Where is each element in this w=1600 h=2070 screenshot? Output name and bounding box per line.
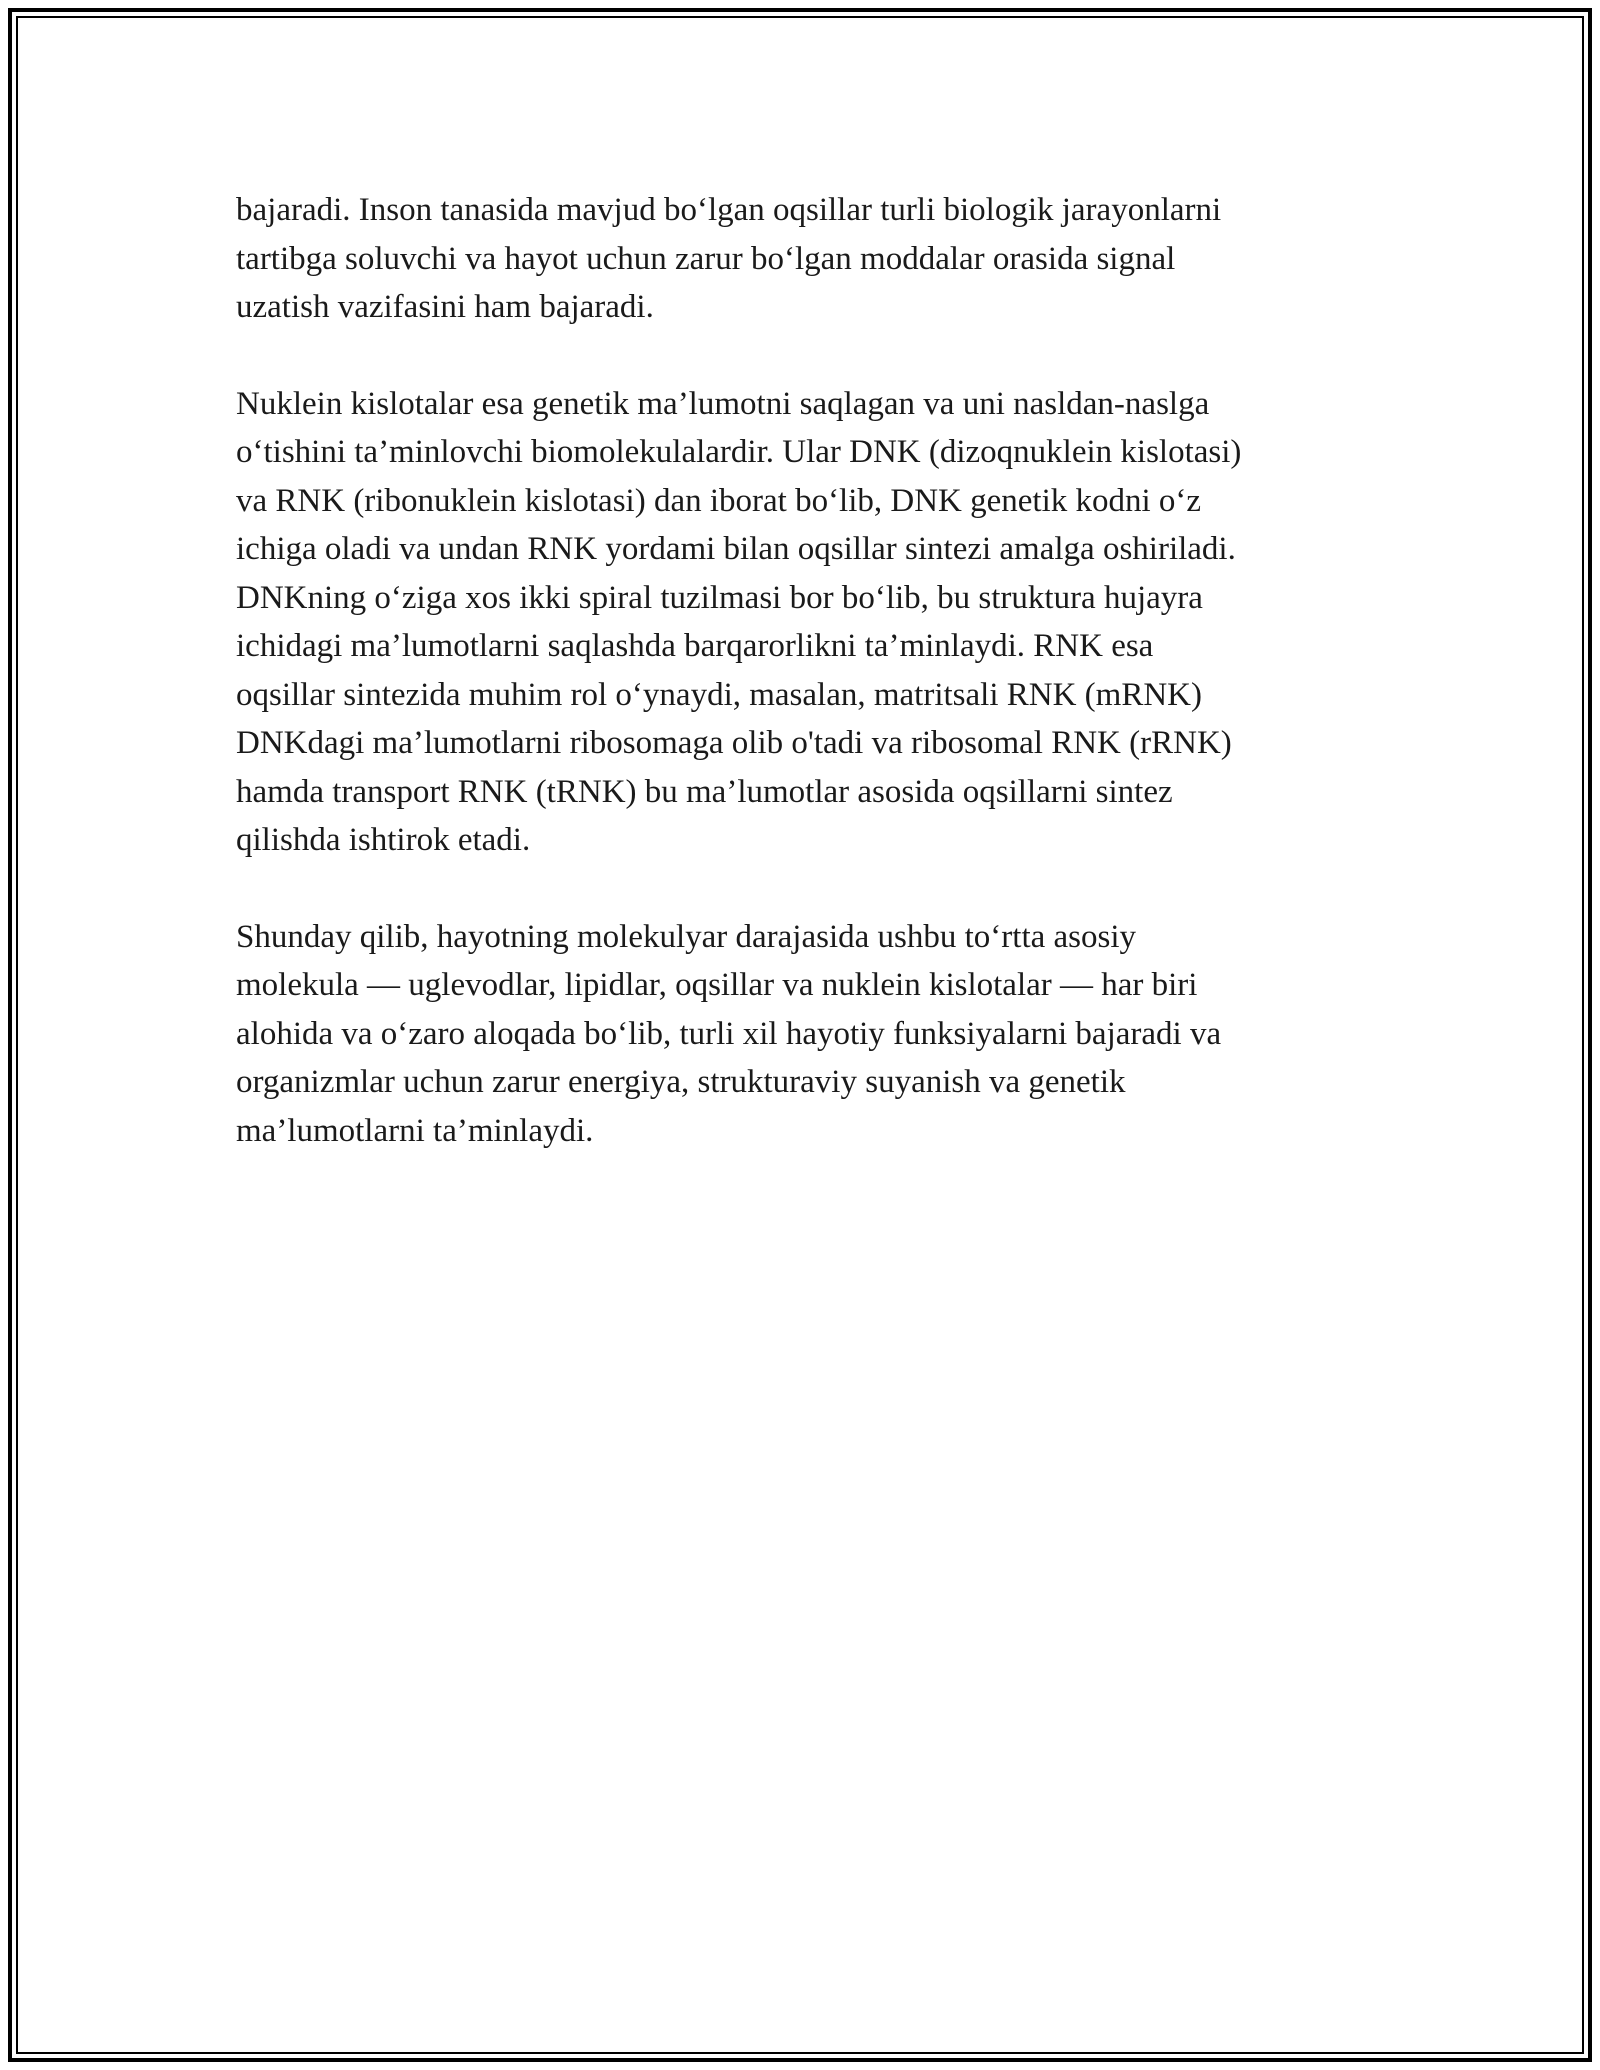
text-line: molekula — uglevodlar, lipidlar, oqsillar va nuklein kislotalar — har biri — [236, 967, 1198, 1003]
text-line: ma’lumotlarni ta’minlaydi. — [236, 1112, 594, 1149]
text-line: ichidagi ma’lumotlarni saqlashda barqarorlikni ta’minlaydi. RNK esa — [236, 628, 1154, 664]
text-line: Nuklein kislotalar esa genetik ma’lumotni saqlagan va uni nasldan-naslga — [236, 385, 1210, 422]
text-line: tartibga soluvchi va hayot uchun zarur bo‘lgan moddalar orasida signal — [236, 240, 1176, 277]
paragraph-2 — [236, 380, 1376, 865]
text-line: qilishda ishtirok etadi. — [236, 822, 531, 858]
text-line: DNKdagi ma’lumotlarni ribosomaga olib o'tadi va ribosomal RNK (rRNK) — [236, 725, 1232, 761]
text-line: organizmlar uchun zarur energiya, strukturaviy suyanish va genetik — [236, 1064, 1126, 1100]
text-line: va RNK (ribonuklein kislotasi) dan iborat bo‘lib, DNK genetik kodni o‘z — [236, 482, 1202, 519]
text-line: oqsillar sintezida muhim rol o‘ynaydi, masalan, matritsali RNK (mRNK) — [236, 676, 1202, 713]
text-line: hamda transport RNK (tRNK) bu ma’lumotlar asosida oqsillarni sintez — [236, 773, 1173, 810]
text-line: ichiga oladi va undan RNK yordami bilan oqsillar sintezi amalga oshiriladi. — [236, 531, 1236, 567]
document-body — [236, 186, 1376, 1203]
text-line: Shunday qilib, hayotning molekulyar darajasida ushbu to‘rtta asosiy — [236, 918, 1137, 955]
text-line: DNKning o‘ziga xos ikki spiral tuzilmasi bor bo‘lib, bu struktura hujayra — [236, 579, 1203, 616]
text-line: o‘tishini ta’minlovchi biomolekulalardir. Ular DNK (dizoqnuklein kislotasi) — [236, 434, 1242, 470]
paragraph-3 — [236, 913, 1376, 1156]
text-line: bajaradi. Inson tanasida mavjud bo‘lgan oqsillar turli biologik jarayonlarni — [236, 192, 1222, 228]
text-line: uzatish vazifasini ham bajaradi. — [236, 289, 654, 325]
text-line: alohida va o‘zaro aloqada bo‘lib, turli xil hayotiy funksiyalarni bajaradi va — [236, 1015, 1222, 1052]
paragraph-1 — [236, 186, 1376, 332]
